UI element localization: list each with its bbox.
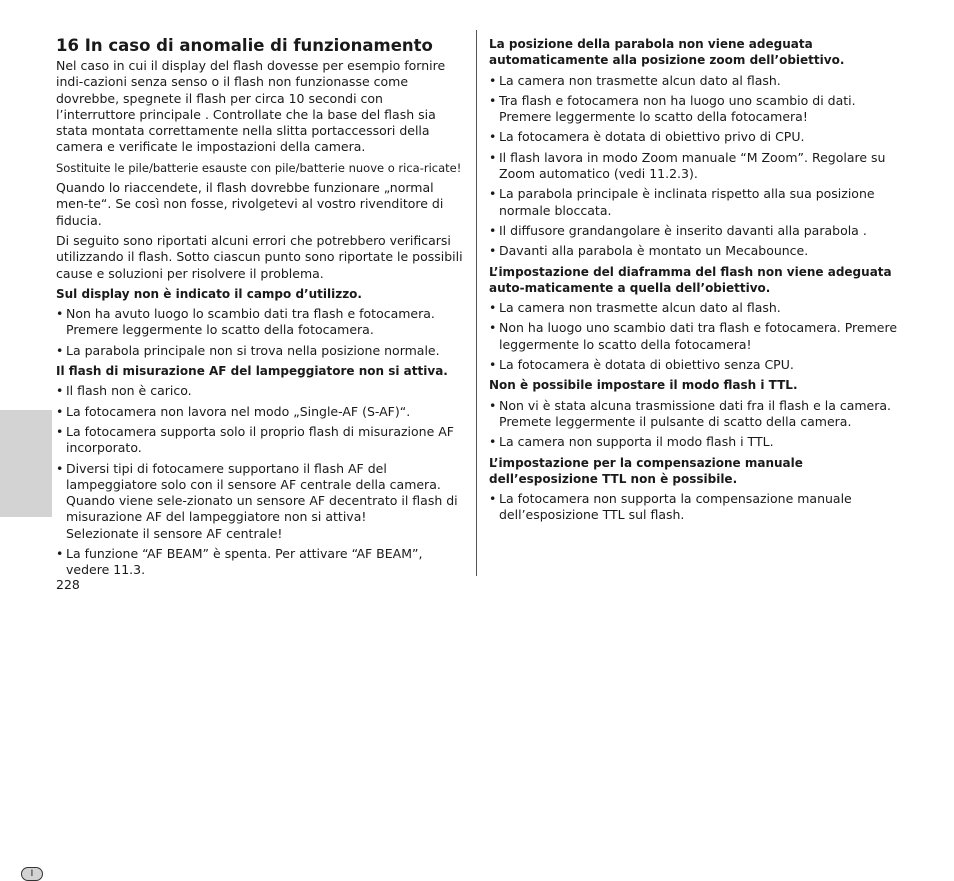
list-item: • Tra flash e fotocamera non ha luogo uno scambio di dati. Premere leggermente lo scatto della fotocamera! — [489, 93, 899, 126]
list-item: • La fotocamera non supporta la compensazione manuale dell’esposizione TTL sul flash. — [489, 491, 899, 524]
list-item: • Davanti alla parabola è montato un Mecabounce. — [489, 243, 899, 259]
issue-list-reflector-zoom — [489, 73, 899, 260]
issue-heading-aperture: L’impostazione del diaframma del flash non viene adeguata auto-maticamente a quella dell’obiettivo. — [489, 264, 892, 295]
list-item: • La fotocamera supporta solo il proprio flash di misurazione AF incorporato. — [56, 424, 466, 457]
list-item: • La fotocamera non lavora nel modo „Single-AF (S-AF)“. — [56, 404, 466, 420]
list-item: • La fotocamera è dotata di obiettivo privo di CPU. — [489, 129, 899, 145]
list-item: • La camera non trasmette alcun dato al flash. — [489, 300, 899, 316]
issue-heading-af-flash: Il flash di misurazione AF del lampeggiatore non si attiva. — [56, 364, 448, 379]
language-side-tab — [0, 410, 52, 879]
list-item: • La parabola principale non si trova nella posizione normale. — [56, 343, 466, 359]
issue-heading-ittl-mode: Non è possibile impostare il modo flash i TTL. — [489, 378, 798, 393]
battery-note: Sostituite le pile/batterie esauste con pile/batterie nuove o rica-ricate! — [56, 160, 462, 175]
list-item: • Il flash lavora in modo Zoom manuale “M Zoom”. Regolare su Zoom automatico (vedi 11.2.3). — [489, 150, 899, 183]
list-item-note: Selezionate il sensore AF centrale! — [66, 525, 283, 541]
right-column — [489, 36, 899, 528]
list-item — [56, 461, 466, 542]
list-item: • La camera non supporta il modo flash i TTL. — [489, 434, 899, 450]
list-item: • La fotocamera è dotata di obiettivo senza CPU. — [489, 357, 899, 373]
issue-list-display-range — [56, 306, 466, 359]
language-badge: I — [21, 867, 43, 881]
list-item: • La parabola principale è inclinata rispetto alla sua posizione normale bloccata. — [489, 186, 899, 219]
issue-heading-reflector-zoom: La posizione della parabola non viene adeguata automaticamente alla posizione zoom dell’obiettivo. — [489, 37, 845, 68]
list-item: • La funzione “AF BEAM” è spenta. Per attivare “AF BEAM”, vedere 11.3. — [56, 546, 466, 579]
list-item: • Il diffusore grandangolare è inserito davanti alla parabola . — [489, 223, 899, 239]
issue-heading-exposure-compensation: L’impostazione per la compensazione manuale dell’esposizione TTL non è possibile. — [489, 455, 803, 486]
issue-list-exposure-compensation — [489, 491, 899, 524]
list-item: • Non vi è stata alcuna trasmissione dati fra il flash e la camera. Premete leggermente il pulsante di scatto della camera. — [489, 398, 899, 431]
column-divider — [476, 30, 477, 576]
issue-list-ittl-mode — [489, 398, 899, 451]
errors-intro-paragraph: Di seguito sono riportati alcuni errori che potrebbero verificarsi utilizzando il flash. Sotto ciascun punto sono riportate le possibili cause e soluzioni per risolvere il problema. — [56, 232, 463, 281]
list-item: • Non ha avuto luogo lo scambio dati tra flash e fotocamera. Premere leggermente lo scatto della fotocamera. — [56, 306, 466, 339]
section-title: 16 In caso di anomalie di funzionamento — [56, 36, 433, 55]
issue-heading-display-range: Sul display non è indicato il campo d’utilizzo. — [56, 286, 362, 301]
list-item-text: Diversi tipi di fotocamere supportano il flash AF del lampeggiatore solo con il sensore AF centrale della camera. Quando viene sele-zionato un sensore AF decentrato il flash di misurazione AF del lampeggiatore non si attiva! — [66, 460, 458, 525]
page-number: 228 — [56, 577, 80, 592]
issue-list-aperture — [489, 300, 899, 373]
intro-paragraph: Nel caso in cui il display del flash dovesse per esempio fornire indi-cazioni senza senso o il flash non funzionasse come dovrebbe, spegnete il flash per circa 10 secondi con l’interruttore principale . Controllate che la base del flash sia stata montata correttamente nella slitta portaccessori della camera e verificate le impostazioni della camera. — [56, 58, 446, 155]
list-item: • Non ha luogo uno scambio dati tra flash e fotocamera. Premere leggermente lo scatto della fotocamera! — [489, 320, 899, 353]
list-item: • La camera non trasmette alcun dato al flash. — [489, 73, 899, 89]
list-item: • Il flash non è carico. — [56, 383, 466, 399]
restart-paragraph: Quando lo riaccendete, il flash dovrebbe funzionare „normal men-te“. Se così non fosse, rivolgetevi al vostro rivenditore di fiducia. — [56, 180, 444, 228]
issue-list-af-flash — [56, 383, 466, 578]
left-column — [56, 36, 466, 583]
